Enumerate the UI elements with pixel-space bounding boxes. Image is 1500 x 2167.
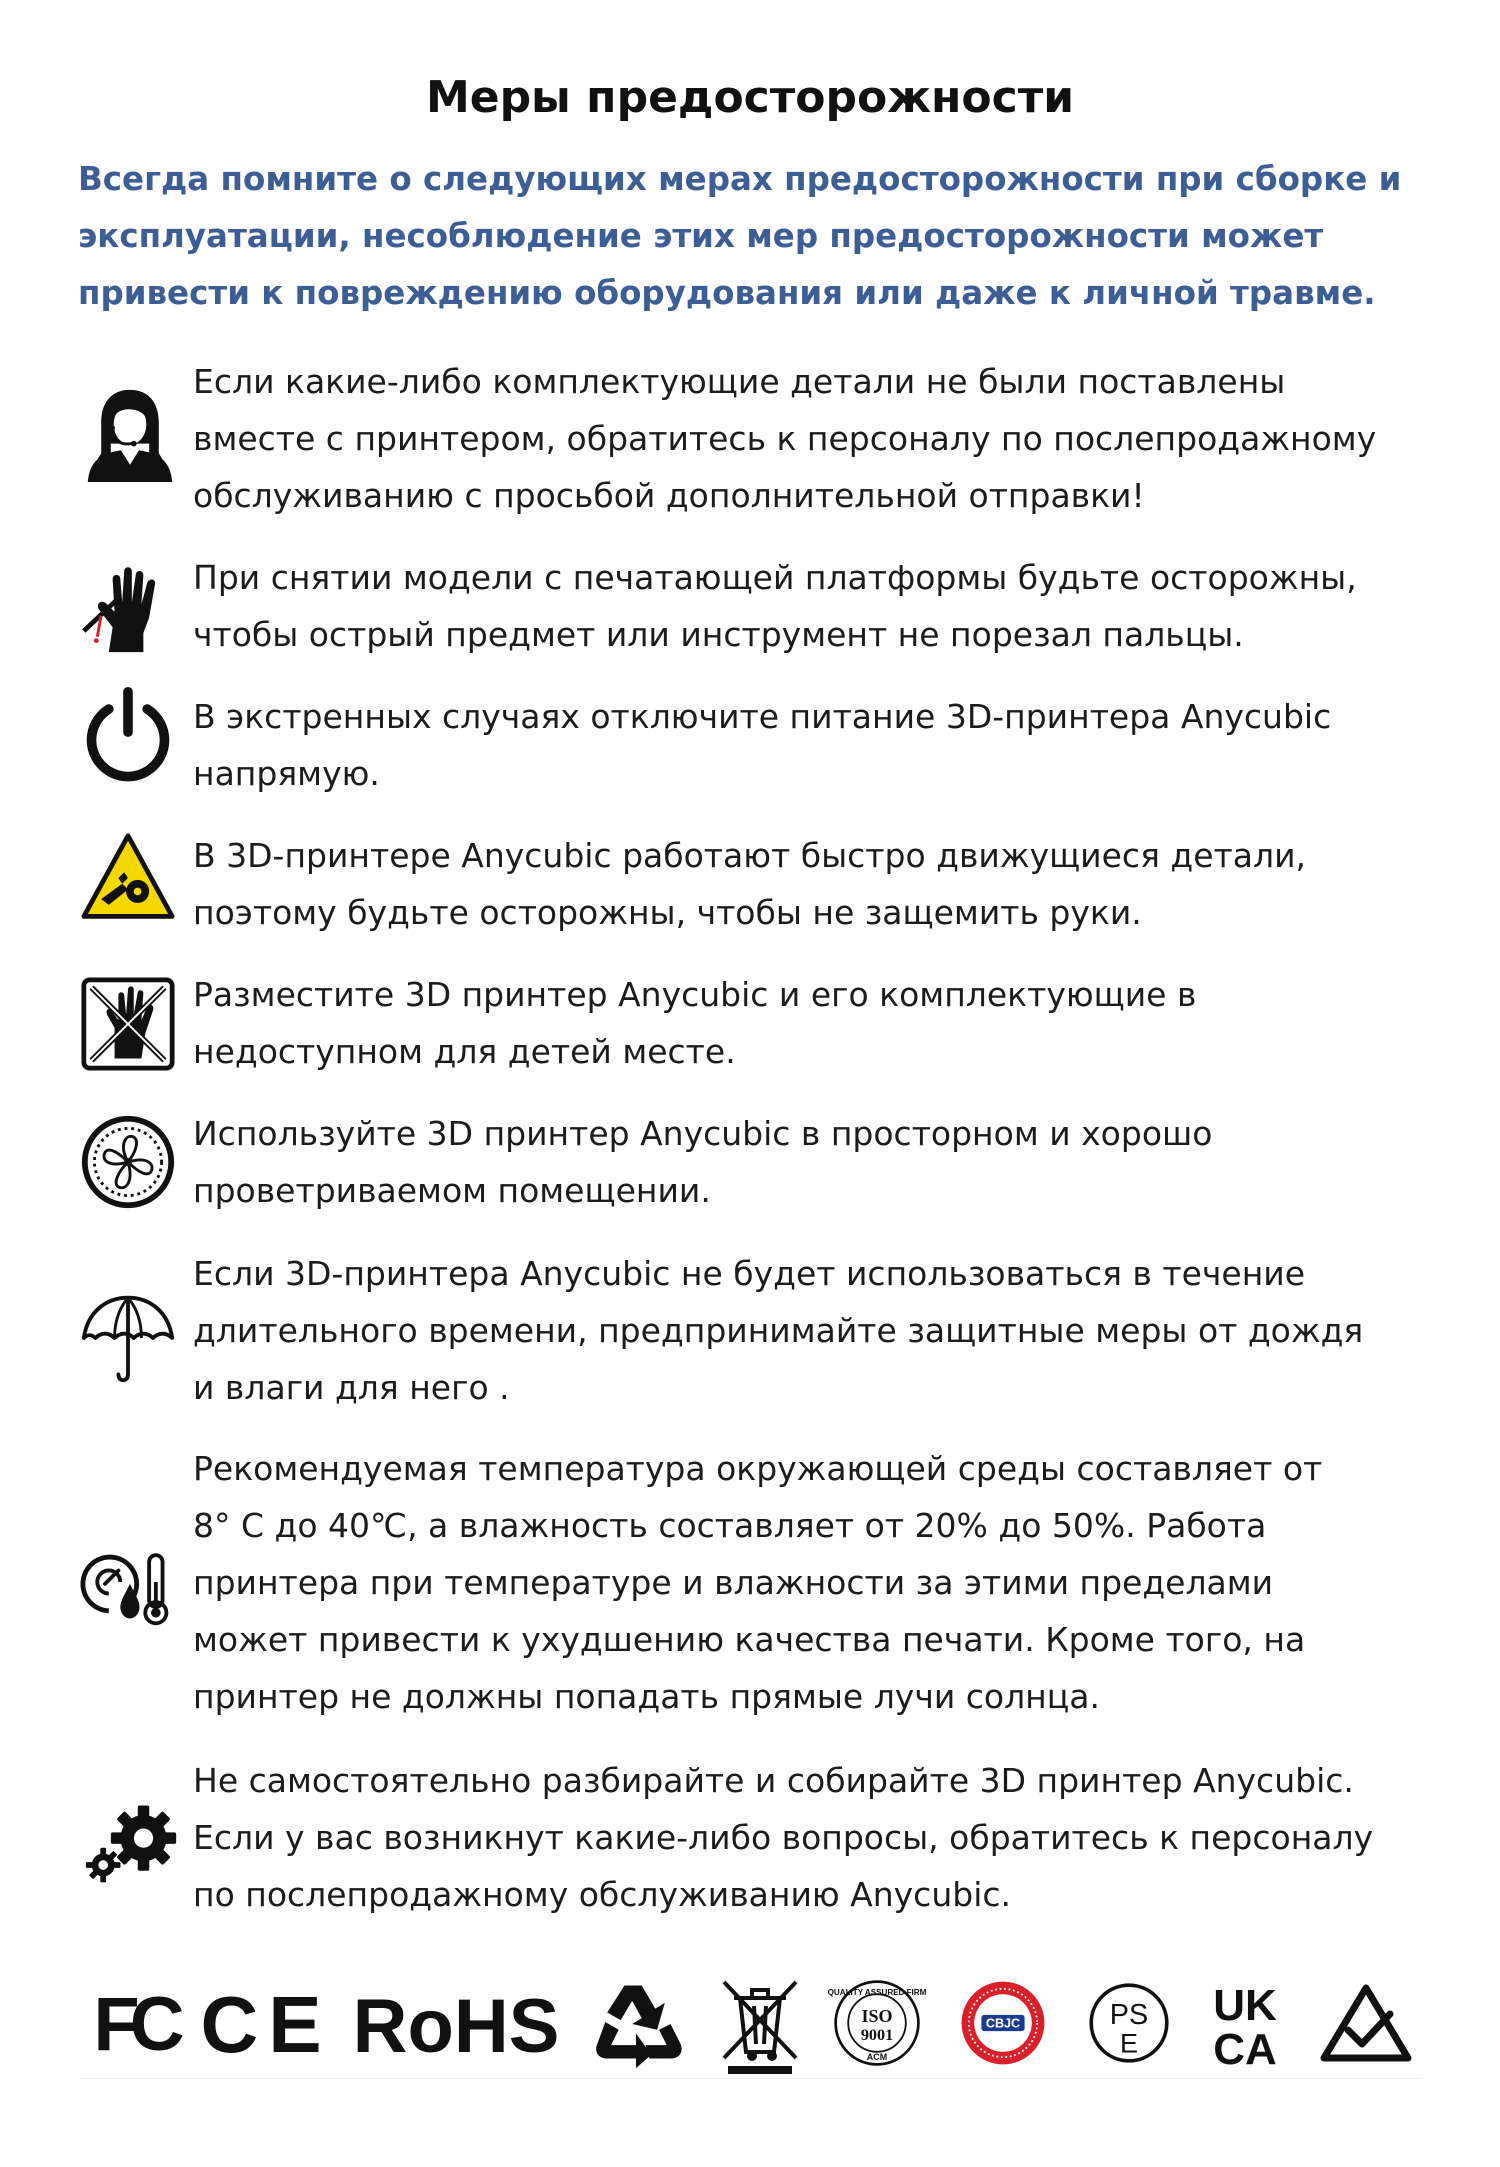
support-agent-icon — [82, 386, 178, 482]
item-line: может привести к ухудшению качества печати. Кроме того, на — [193, 1620, 1306, 1659]
iso-sub-text: ACM — [866, 2051, 888, 2062]
cbjc-logo — [958, 1968, 1048, 2078]
item-line: В 3D-принтере Anycubic работают быстро движущиеся детали, — [193, 836, 1307, 875]
item-line: Используйте 3D принтер Anycubic в просторном и хорошо — [193, 1114, 1213, 1153]
intro-line: эксплуатации, несоблюдение этих мер предосторожности может — [78, 217, 1324, 255]
item-line: поэтому будьте осторожны, чтобы не защемить руки. — [193, 893, 1142, 932]
item-line: напрямую. — [193, 754, 380, 793]
page-title: Меры предосторожности — [425, 72, 1075, 123]
pse-text: PS — [1109, 1998, 1149, 2031]
umbrella-icon — [80, 1290, 176, 1386]
item-2-text — [193, 549, 1463, 663]
ventilation-fan-icon — [80, 1114, 176, 1210]
bottom-divider — [80, 2078, 1420, 2079]
cut-hand-icon — [80, 560, 176, 656]
pse-logo — [1084, 1968, 1174, 2078]
ukca-bottom-text: CA — [1213, 2025, 1277, 2074]
item-8-text — [193, 1440, 1463, 1725]
gears-icon — [84, 1794, 180, 1890]
item-line: Не самостоятельно разбирайте и собирайте 3D принтер Anycubic. — [193, 1761, 1354, 1800]
item-4-text — [193, 827, 1463, 941]
item-line: В экстренных случаях отключите питание 3D-принтера Anycubic — [193, 697, 1332, 736]
item-line: принтера при температуре и влажности за этими пределами — [193, 1563, 1274, 1602]
item-line: и влаги для него . — [193, 1368, 510, 1407]
item-line: длительного времени, предпринимайте защитные меры от дождя — [193, 1311, 1364, 1350]
ukca-top-text: UK — [1213, 1981, 1277, 2030]
item-6-text — [193, 1105, 1463, 1219]
iso-ring-text: QUALITY ASSURED FIRM — [827, 1988, 927, 1998]
intro-line: Всегда помните о следующих мерах предосторожности при сборке и — [78, 160, 1402, 198]
item-line: чтобы острый предмет или инструмент не порезал пальцы. — [193, 615, 1244, 654]
iso-number-text: 9001 — [860, 2026, 894, 2045]
iso-9001-logo — [827, 1968, 927, 2078]
item-line: недоступном для детей месте. — [193, 1032, 736, 1071]
intro-line: привести к повреждению оборудования или даже к личной травме. — [78, 274, 1376, 312]
item-line: Если какие-либо комплектующие детали не были поставлены — [193, 362, 1286, 401]
pse-e-text: E — [1119, 2028, 1139, 2059]
item-line: по послепродажному обслуживанию Anycubic. — [193, 1875, 1011, 1914]
fcc-logo-text: FC — [93, 1982, 175, 2067]
recycle-icon — [588, 1968, 684, 2078]
fcc-logo — [88, 1968, 180, 2078]
item-5-text — [193, 966, 1463, 1080]
pinch-warning-icon — [80, 830, 176, 926]
iso-main-text: ISO — [861, 2006, 893, 2027]
rcm-logo — [1316, 1968, 1416, 2078]
item-1-text — [193, 353, 1463, 524]
item-line: принтер не должны попадать прямые лучи солнца. — [193, 1677, 1100, 1716]
rohs-logo — [352, 1968, 560, 2078]
temperature-humidity-icon — [80, 1534, 176, 1630]
ukca-logo — [1200, 1968, 1290, 2078]
item-3-text — [193, 688, 1463, 802]
keep-away-from-children-icon — [80, 976, 176, 1072]
ce-logo-text: CE — [200, 1980, 332, 2069]
weee-bin-icon — [718, 1968, 802, 2078]
cbjc-text: CBJC — [985, 2016, 1021, 2031]
item-line: Если у вас возникнут какие-либо вопросы, обратитесь к персоналу — [193, 1818, 1374, 1857]
item-line: Если 3D-принтера Anycubic не будет использоваться в течение — [193, 1254, 1306, 1293]
item-line: Рекомендуемая температура окружающей среды составляет от — [193, 1449, 1323, 1488]
item-7-text — [193, 1245, 1463, 1416]
item-line: 8° С до 40℃, а влажность составляет от 20% до 50%. Работа — [193, 1506, 1267, 1545]
ce-logo — [200, 1968, 332, 2078]
item-line: проветриваемом помещении. — [193, 1171, 711, 1210]
item-line: обслуживанию с просьбой дополнительной отправки! — [193, 476, 1145, 515]
certification-logos — [80, 1968, 1420, 2078]
item-line: вместе с принтером, обратитесь к персоналу по послепродажному — [193, 419, 1377, 458]
item-9-text — [193, 1752, 1463, 1923]
item-line: Разместите 3D принтер Anycubic и его комплектующие в — [193, 975, 1197, 1014]
rohs-logo-text: RoHS — [352, 1984, 560, 2069]
intro-paragraph — [78, 151, 1438, 322]
item-line: При снятии модели с печатающей платформы будьте осторожны, — [193, 558, 1357, 597]
power-icon — [80, 686, 176, 782]
